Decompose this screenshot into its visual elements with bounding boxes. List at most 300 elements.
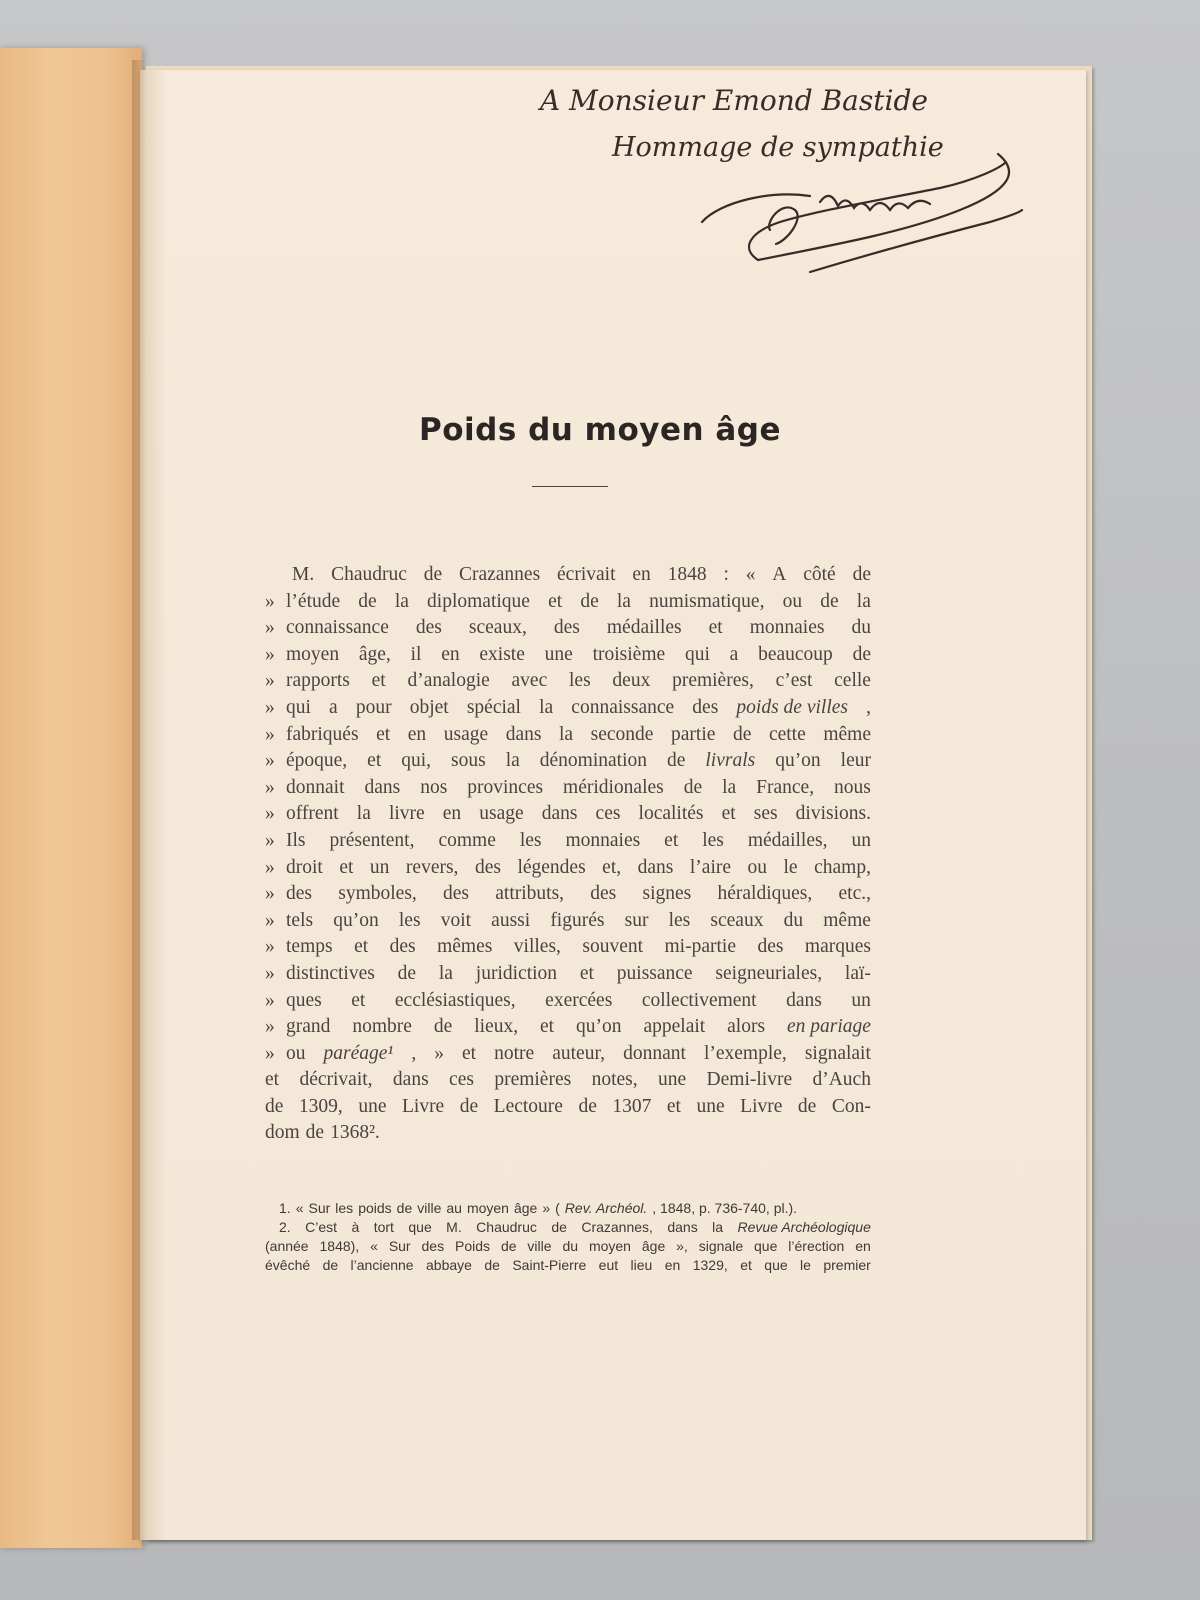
word: 1848),	[319, 1238, 360, 1254]
quote-mark: »	[265, 1016, 275, 1038]
word: signes	[642, 883, 692, 905]
body-line	[265, 722, 871, 749]
word: de	[396, 1200, 413, 1216]
word: rapports	[286, 670, 350, 692]
quote-mark: »	[265, 936, 275, 958]
word: tort	[373, 1219, 394, 1235]
word: de	[358, 590, 377, 612]
signature-flourish	[702, 154, 1022, 272]
line-text	[286, 855, 871, 882]
word: poids	[358, 1200, 392, 1216]
body-line	[265, 988, 871, 1015]
word: troisième	[592, 643, 666, 665]
word: de	[500, 1238, 517, 1254]
word: lieux,	[474, 1016, 519, 1038]
word: des	[421, 1238, 445, 1254]
word: 1848	[667, 564, 707, 585]
footnote-citation: Revue Archéologique	[737, 1219, 871, 1235]
word: de	[797, 1095, 817, 1117]
body-line	[265, 642, 871, 669]
word: mi-partie	[664, 936, 736, 958]
word: dénomination	[539, 750, 647, 772]
word: Crazannes	[458, 564, 541, 585]
word: héraldiques,	[717, 883, 813, 905]
word: et	[540, 1016, 555, 1038]
word: :	[723, 564, 729, 585]
word: Sur	[308, 1200, 331, 1216]
word: provinces	[467, 776, 544, 798]
word: l’exemple,	[703, 1042, 787, 1064]
word: côté	[803, 564, 836, 585]
word: eut	[598, 1257, 619, 1273]
word: en	[407, 723, 427, 745]
word: »	[542, 1200, 551, 1216]
line-text	[265, 1120, 871, 1147]
footnote-line	[265, 1256, 871, 1275]
word: époque,	[286, 750, 348, 772]
word: évêché	[265, 1257, 311, 1273]
word: et	[367, 750, 382, 772]
word: de	[732, 723, 752, 745]
word: et	[339, 856, 354, 878]
quote-mark: »	[265, 883, 275, 905]
word: décrivait,	[299, 1069, 373, 1091]
word: qui	[684, 643, 710, 665]
word: souvent	[582, 936, 644, 958]
word: monnaies	[749, 617, 825, 639]
word: qui	[286, 696, 311, 718]
word: auteur,	[552, 1042, 606, 1064]
quote-mark: »	[265, 643, 275, 665]
word: attributs,	[495, 883, 565, 905]
word: nombre	[352, 1016, 412, 1038]
word: de	[683, 776, 703, 798]
word: les	[519, 829, 542, 851]
word: voit	[440, 909, 472, 931]
word: la	[856, 590, 871, 612]
word: aussi	[491, 909, 531, 931]
word: connaissance	[571, 696, 675, 718]
word: des	[590, 883, 617, 905]
line-text	[286, 615, 871, 642]
word: marques	[804, 936, 871, 958]
word: droit	[286, 856, 323, 878]
word: seconde	[590, 723, 654, 745]
word: celle	[834, 670, 871, 692]
quote-mark: »	[265, 1042, 275, 1064]
word: de	[852, 643, 871, 665]
word: ses	[753, 803, 778, 825]
footnote-citation: Rev. Archéol.	[564, 1200, 648, 1216]
word: c’est	[775, 670, 813, 692]
word: il	[410, 643, 422, 665]
word: premier	[823, 1257, 871, 1273]
word: et	[721, 803, 736, 825]
word: moyen	[588, 1238, 631, 1254]
body-line	[265, 748, 871, 775]
word: champ,	[814, 856, 871, 878]
word: les	[569, 670, 591, 692]
line-text	[286, 775, 871, 802]
word: signale	[698, 1238, 744, 1254]
word: et	[371, 670, 386, 692]
word: la	[394, 590, 409, 612]
italic-text: livrals	[705, 750, 756, 772]
word: une	[358, 1095, 387, 1117]
line-text	[286, 961, 871, 988]
word: exercées	[545, 989, 613, 1011]
word: puissance	[616, 962, 693, 984]
word: légendes	[517, 856, 586, 878]
word: présentent,	[329, 829, 415, 851]
word: âge,	[358, 643, 391, 665]
word: distinctives	[286, 962, 375, 984]
word: la	[356, 803, 371, 825]
word: de	[666, 750, 686, 772]
word: beaucoup	[758, 643, 833, 665]
word: «	[745, 564, 756, 585]
word: âge	[641, 1238, 666, 1254]
word: signalait	[804, 1042, 871, 1064]
quote-mark: »	[265, 696, 275, 718]
word: de	[265, 1095, 284, 1117]
word: 1309,	[298, 1095, 343, 1117]
word: de	[322, 1257, 339, 1273]
line-text	[286, 1041, 871, 1068]
word: le	[783, 856, 798, 878]
word: de	[433, 1016, 453, 1038]
word: et	[708, 617, 723, 639]
word: moyen	[286, 643, 340, 665]
word: et	[351, 989, 366, 1011]
body-line	[265, 1120, 871, 1147]
quote-mark: »	[265, 989, 275, 1011]
body-line	[265, 908, 871, 935]
word: de	[484, 1257, 500, 1273]
word: donnant	[623, 1042, 686, 1064]
signature-text: Auguste	[520, 72, 525, 73]
word: les	[702, 829, 724, 851]
word: connaissance	[286, 617, 389, 639]
word: «	[295, 1200, 304, 1216]
word: médailles,	[747, 829, 828, 851]
word: 2.	[279, 1219, 291, 1235]
line-text	[286, 748, 871, 775]
quote-mark: »	[265, 776, 275, 798]
body-line	[265, 775, 871, 802]
word: à	[351, 1219, 360, 1235]
word: Chaudruc	[331, 564, 407, 585]
word: que	[408, 1219, 432, 1235]
word: existe	[479, 643, 525, 665]
word: l’érection	[788, 1238, 845, 1254]
word: 1.	[279, 1200, 291, 1216]
word: une	[544, 643, 573, 665]
word: qu’on	[775, 750, 821, 772]
word: symboles,	[338, 883, 417, 905]
word: des	[553, 617, 580, 639]
word: usage	[479, 803, 524, 825]
word: objet	[409, 696, 449, 718]
word: dom	[265, 1122, 300, 1144]
word: dans	[392, 1069, 429, 1091]
word: a	[329, 696, 338, 718]
word: au	[446, 1200, 462, 1216]
word: notre	[494, 1042, 535, 1064]
quote-mark: »	[265, 856, 275, 878]
title-divider	[532, 486, 608, 487]
word: et	[664, 829, 679, 851]
word: une	[696, 1095, 725, 1117]
word: de	[578, 1095, 597, 1117]
word: des	[389, 936, 416, 958]
italic-text: poids de villes	[736, 696, 848, 718]
page-title: Poids du moyen âge	[419, 412, 781, 448]
word: en	[442, 803, 462, 825]
quote-mark: »	[265, 962, 275, 984]
word: même	[823, 723, 871, 745]
word: mêmes	[437, 936, 493, 958]
word: temps	[286, 936, 333, 958]
italic-text: en pariage	[786, 1016, 871, 1038]
body-line	[265, 668, 871, 695]
word: cette	[768, 723, 806, 745]
word: numismatique,	[649, 590, 765, 612]
footnote-line	[265, 1199, 871, 1218]
word: en	[441, 643, 460, 665]
word: notes,	[591, 1069, 638, 1091]
word: dans	[364, 776, 401, 798]
body-line	[265, 562, 871, 589]
word: moyen	[466, 1200, 509, 1216]
quote-mark: »	[265, 723, 275, 745]
word: ou	[286, 1042, 306, 1064]
word: ou	[782, 590, 803, 612]
body-text	[265, 562, 871, 1147]
word: et,	[602, 856, 622, 878]
word: et	[376, 723, 391, 745]
word: de	[820, 590, 839, 612]
word: France,	[756, 776, 815, 798]
word: leur	[840, 750, 871, 772]
word: les	[335, 1200, 354, 1216]
word: du	[851, 617, 871, 639]
word: laï-	[844, 962, 871, 984]
word: un	[851, 989, 871, 1011]
word: et	[265, 1069, 280, 1091]
quote-mark: »	[265, 590, 275, 612]
word: nous	[834, 776, 871, 798]
line-text	[286, 722, 871, 749]
body-line	[265, 934, 871, 961]
word: de	[397, 962, 417, 984]
word: spécial	[466, 696, 521, 718]
word: la	[505, 750, 520, 772]
word: etc.,	[838, 883, 871, 905]
word: de	[852, 564, 871, 585]
body-line	[265, 961, 871, 988]
word: les	[398, 909, 421, 931]
word: (	[555, 1200, 560, 1216]
word: une	[658, 1069, 687, 1091]
word: l’étude	[286, 590, 341, 612]
word: 1368².	[330, 1122, 380, 1144]
word: la	[438, 962, 453, 984]
word: et	[740, 1257, 752, 1273]
body-line	[265, 1041, 871, 1068]
line-text	[286, 881, 871, 908]
word: M.	[292, 564, 315, 585]
word: de	[459, 1095, 479, 1117]
word: offrent	[286, 803, 339, 825]
word: grand	[286, 1016, 331, 1038]
word: nos	[420, 776, 448, 798]
word: un	[369, 856, 390, 878]
word: Saint-Pierre	[512, 1257, 587, 1273]
word: Ils	[286, 829, 306, 851]
word: C’est	[305, 1219, 338, 1235]
word: âge	[513, 1200, 538, 1216]
body-line	[265, 1094, 871, 1121]
line-text	[286, 934, 871, 961]
word: en	[664, 1257, 681, 1273]
word: alors	[727, 1016, 766, 1038]
word: des	[286, 883, 312, 905]
quote-mark: »	[265, 829, 275, 851]
word: »,	[676, 1238, 688, 1254]
line-text	[286, 801, 871, 828]
footnotes	[265, 1199, 871, 1275]
word: méridionales	[563, 776, 664, 798]
line-text	[265, 1094, 871, 1121]
line-text	[286, 908, 871, 935]
handwriting-svg	[520, 72, 1040, 292]
word: partie	[671, 723, 716, 745]
word: Chaudruc	[476, 1219, 537, 1235]
word: ecclésiastiques,	[394, 989, 516, 1011]
word: et	[666, 1095, 681, 1117]
word: de	[305, 1122, 325, 1144]
body-line	[265, 1067, 871, 1094]
word: des	[443, 883, 470, 905]
word: diplomatique	[427, 590, 530, 612]
word: en	[855, 1238, 871, 1254]
word: figurés	[550, 909, 605, 931]
word: donnait	[286, 776, 345, 798]
word: dans	[667, 1219, 698, 1235]
footnote-line	[265, 1218, 871, 1237]
word: la	[722, 776, 737, 798]
word: Livre	[401, 1095, 445, 1117]
word: le	[800, 1257, 811, 1273]
word: Sur	[388, 1238, 411, 1254]
word: villes,	[513, 936, 561, 958]
body-line	[265, 855, 871, 882]
word: des	[474, 856, 501, 878]
word: même	[823, 909, 871, 931]
word: ces	[449, 1069, 474, 1091]
word: deux	[612, 670, 651, 692]
word: et	[462, 1042, 477, 1064]
word: d’Auch	[812, 1069, 871, 1091]
word: dans	[505, 723, 542, 745]
word: sceaux	[710, 909, 764, 931]
word: en	[632, 564, 651, 585]
word: M.	[446, 1219, 462, 1235]
word: sous	[451, 750, 486, 772]
quote-mark: »	[265, 750, 275, 772]
body-line	[265, 881, 871, 908]
word: juridiction	[475, 962, 558, 984]
word: «	[370, 1238, 378, 1254]
word: des	[692, 696, 719, 718]
word: ,	[866, 696, 871, 718]
word: sceaux,	[468, 617, 527, 639]
word: un	[851, 829, 871, 851]
word: qu’on	[576, 1016, 622, 1038]
word: et	[354, 936, 369, 958]
word: Con-	[831, 1095, 871, 1117]
italic-text: paréage¹	[323, 1042, 394, 1064]
word: ville	[527, 1238, 552, 1254]
handwritten-dedication	[520, 72, 1040, 292]
word: comme	[438, 829, 496, 851]
word: ville	[417, 1200, 442, 1216]
word: abbaye	[426, 1257, 472, 1273]
word: qu’on	[333, 909, 379, 931]
dedication-line-2: Hommage de sympathie	[612, 132, 944, 163]
word: 1307	[612, 1095, 652, 1117]
body-line	[265, 589, 871, 616]
word: usage	[443, 723, 489, 745]
footnote-post: , 1848, p. 736-740, pl.).	[652, 1200, 798, 1216]
word: sur	[624, 909, 649, 931]
line-text	[292, 562, 871, 589]
word: Crazannes,	[581, 1219, 653, 1235]
word: de	[551, 1219, 567, 1235]
word: la	[712, 1219, 724, 1235]
line-text	[286, 668, 871, 695]
word: lieu	[630, 1257, 653, 1273]
word: dans	[786, 989, 822, 1011]
word: tels	[286, 909, 314, 931]
word: dans	[637, 856, 674, 878]
word: ces	[595, 803, 621, 825]
word: seigneuriales,	[715, 962, 823, 984]
word: Demi-livre	[706, 1069, 793, 1091]
word: ,	[411, 1042, 417, 1064]
line-text	[286, 589, 871, 616]
word: ou	[747, 856, 768, 878]
quote-mark: »	[265, 617, 275, 639]
word: pour	[355, 696, 392, 718]
word: (année	[265, 1238, 309, 1254]
word: qui,	[401, 750, 432, 772]
word: écrivait	[557, 564, 616, 585]
word: des	[757, 936, 784, 958]
word: avec	[511, 670, 548, 692]
word: divisions.	[795, 803, 871, 825]
word: premières,	[672, 670, 754, 692]
line-text	[286, 828, 871, 855]
word: de	[423, 564, 443, 585]
word: appelait	[643, 1016, 706, 1038]
word: Poids	[455, 1238, 491, 1254]
word: que	[764, 1257, 788, 1273]
binding-gutter	[132, 60, 146, 1540]
word: des	[415, 617, 442, 639]
line-text	[286, 695, 871, 722]
